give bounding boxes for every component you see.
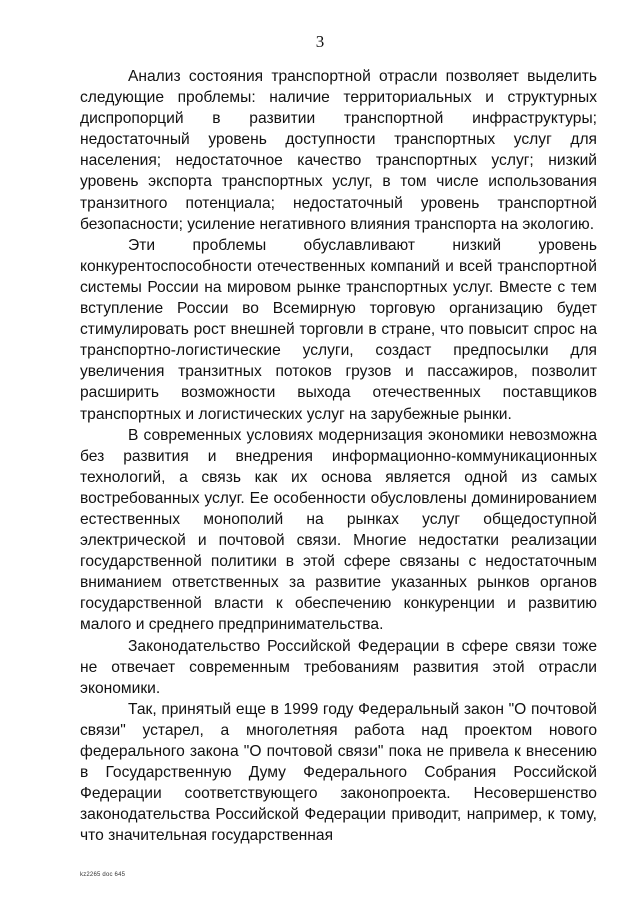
paragraph-transport-problems: Анализ состояния транспортной отрасли позволяет выделить следующие проблемы: наличие территориальных и структурных диспропорций в развитии транспортной инфраструктуры; недостаточный уровень доступности транспортных услуг для населения; недостаточное качество транспортных услуг; низкий уровень экспорта транспортных услуг, в том числе использования транзитного потенциала; недостаточный уровень транспортной безопасности; усиление негативного влияния транспорта на экологию. xyxy=(80,68,597,233)
paragraph-postal-law: Так, принятый еще в 1999 году Федеральный закон "О почтовой связи" устарел, а многолетняя работа над проектом нового федерального закона "О почтовой связи" пока не привела к внесению в Государственную Думу Федерального Собрания Российской Федерации соответствующего законопроекта. Несовершенство законодательства Российской Федерации приводит, например, к тому, что значительная государственная xyxy=(80,700,597,845)
paragraph-ict-modernization: В современных условиях модернизация экономики невозможна без развития и внедрения информационно-коммуникационных технологий, а связь как их основа является одной из самых востребованных услуг. Ее особенности обусловлены доминированием естественных монополий на рынках услуг общедоступной электрической и почтовой связи. Многие недостатки реализации государственной политики в этой сфере связаны с недостаточным вниманием ответственных за развитие указанных рынков органов государственной власти к обеспечению конкуренции и развитию малого и среднего предпринимательства. xyxy=(80,426,597,634)
document-footer-code: kz2265 doc 645 xyxy=(80,872,126,878)
document-body xyxy=(80,66,597,846)
paragraph-competitiveness: Эти проблемы обуславливают низкий уровень конкурентоспособности отечественных компаний и всей транспортной системы России на мировом рынке транспортных услуг. Вместе с тем вступление России во Всемирную торговую организацию будет стимулировать рост внешней торговли в стране, что повысит спрос на транспортно-логистические услуги, создаст предпосылки для увеличения транзитных потоков грузов и пассажиров, позволит расширить возможности выхода отечественных поставщиков транспортных и логистических услуг на зарубежные рынки. xyxy=(80,236,597,423)
page-number: 3 xyxy=(315,32,325,51)
paragraph-communications-law: Законодательство Российской Федерации в сфере связи тоже не отвечает современным требованиям развития этой отрасли экономики. xyxy=(80,637,597,697)
